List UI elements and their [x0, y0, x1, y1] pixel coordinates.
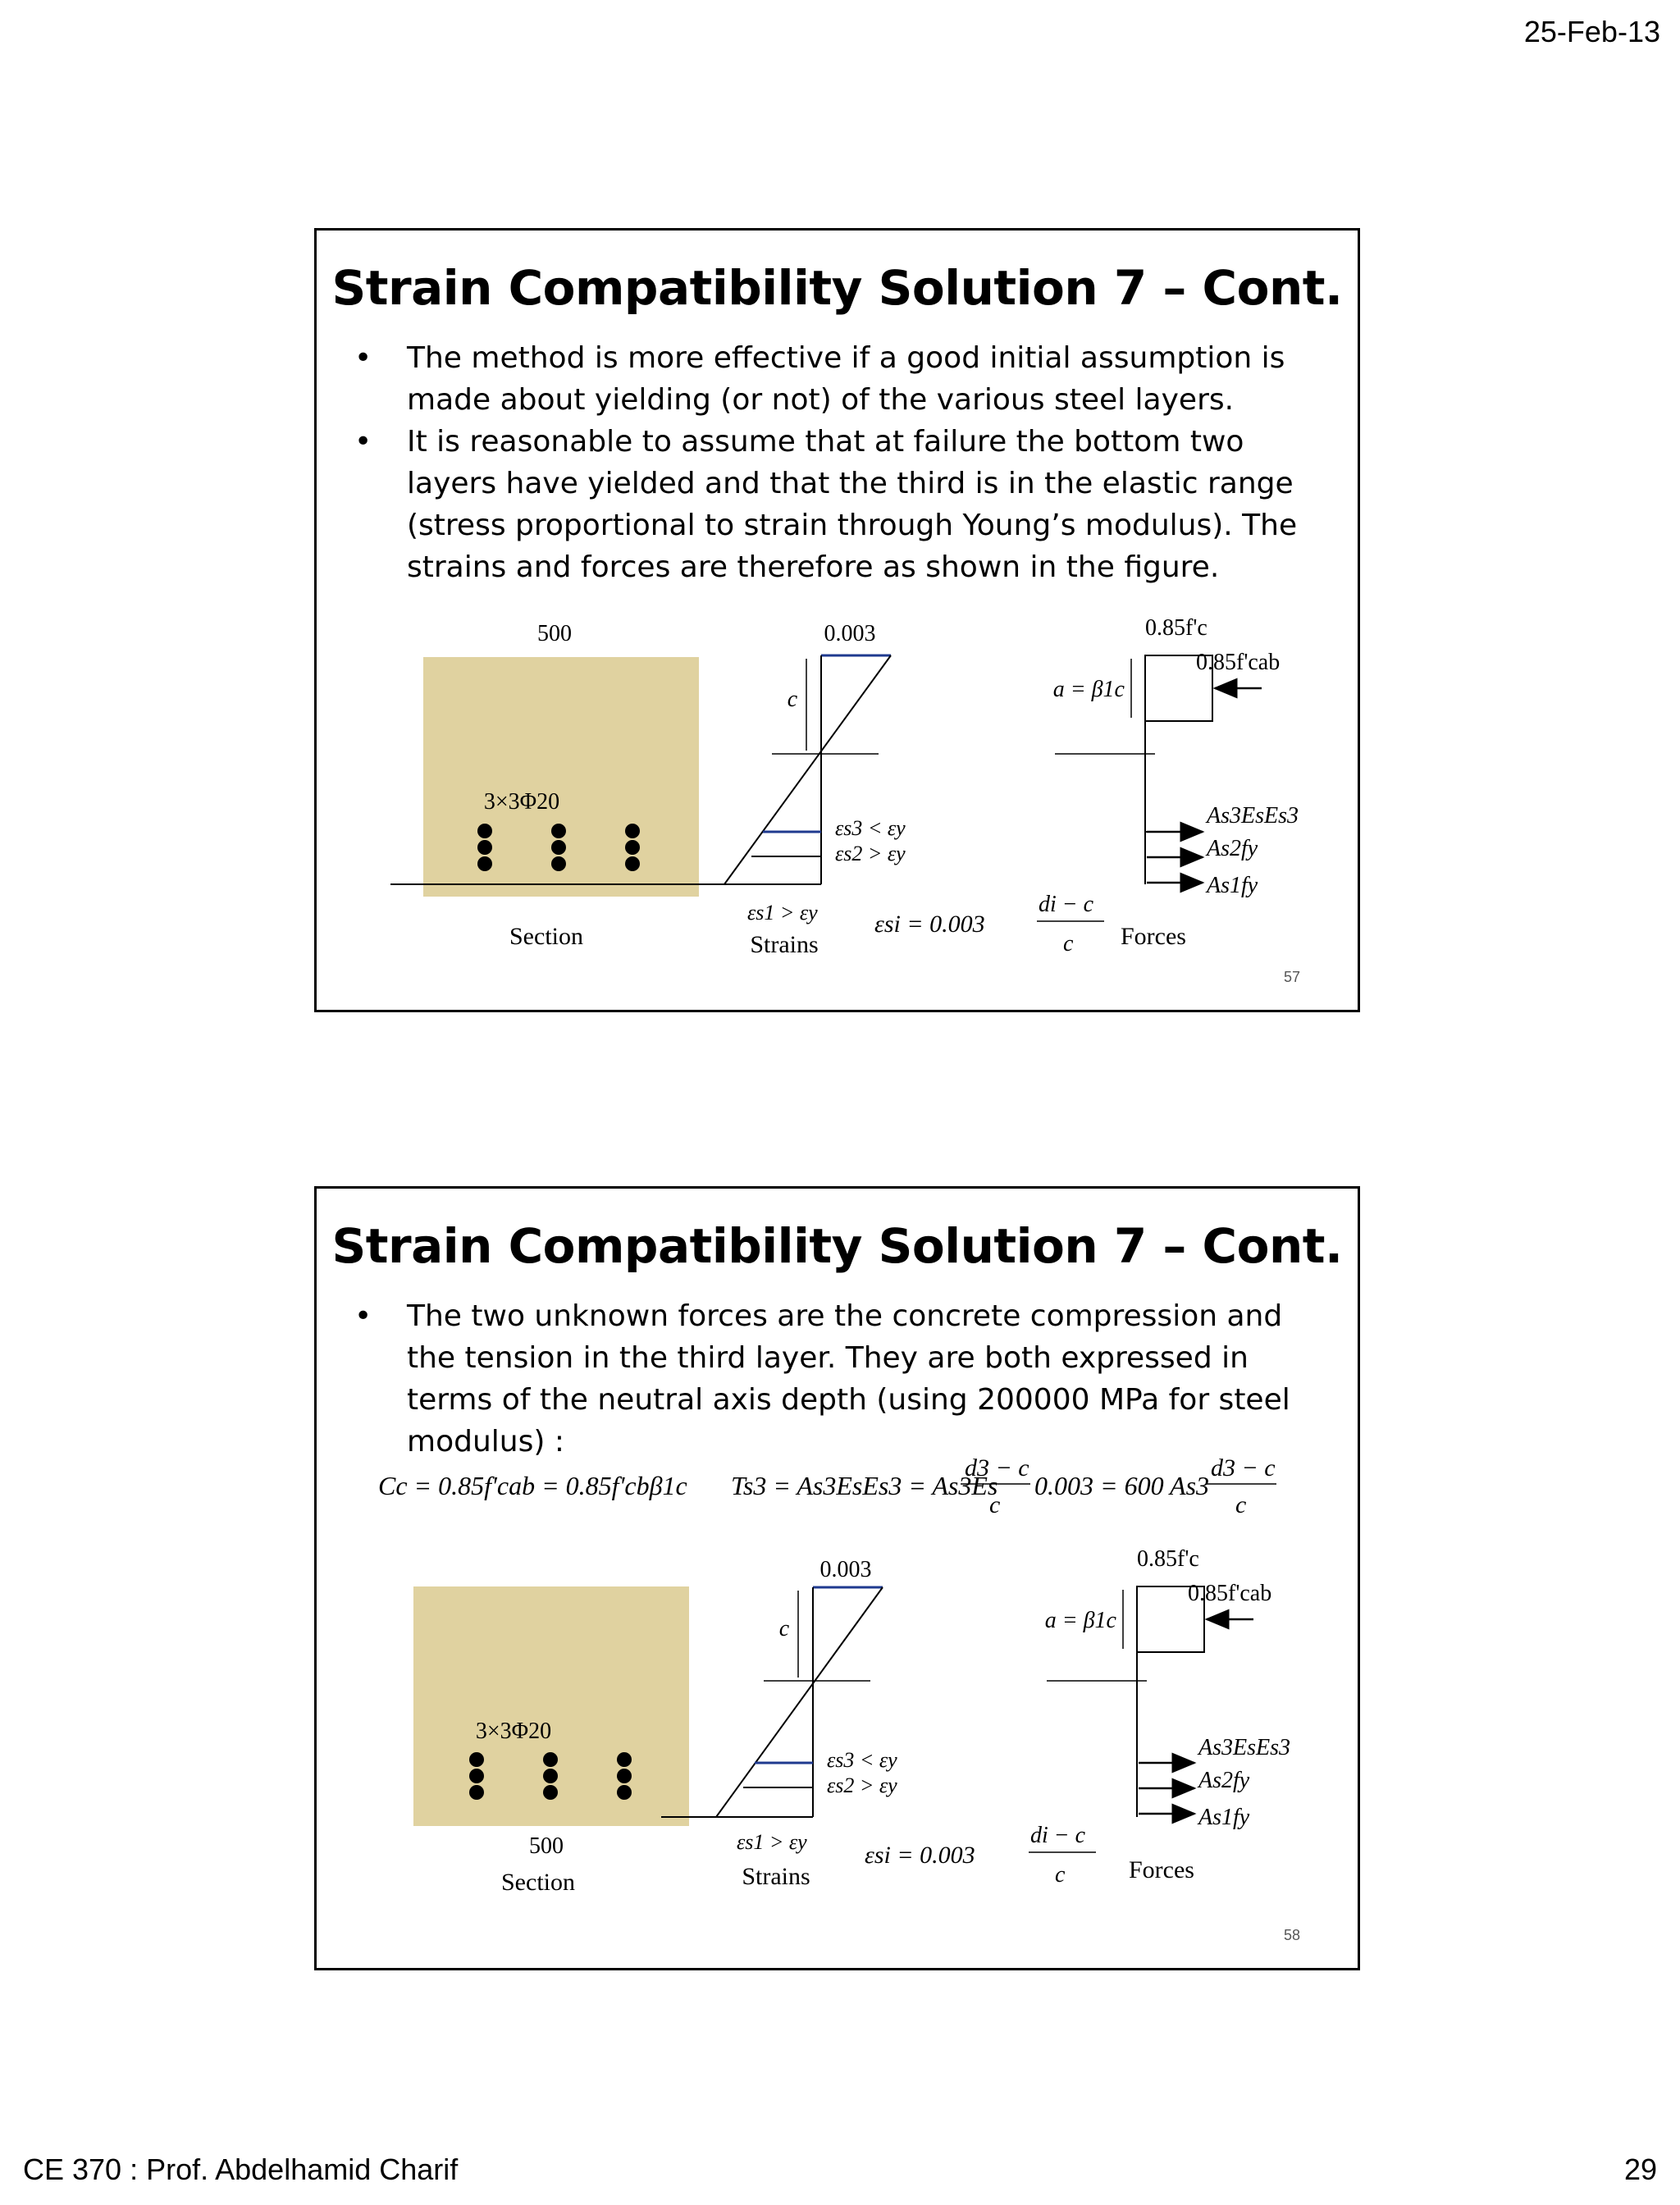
tension-eq-numerator-2: d3 − c	[1211, 1454, 1276, 1481]
bars-label: 3×3Φ20	[483, 789, 560, 815]
strains-caption: Strains	[750, 931, 819, 958]
strain-formula-lhs: εsi = 0.003	[874, 911, 985, 938]
strain-formula-denominator: c	[1063, 931, 1074, 956]
bullet-icon: •	[354, 341, 372, 375]
equations-and-figure	[317, 1189, 1358, 1968]
tension1-label: As1fy	[1198, 1805, 1250, 1830]
bars-label: 3×3Φ20	[475, 1719, 552, 1744]
section-caption: Section	[501, 1869, 575, 1896]
fc-label: 0.85f'c	[1145, 615, 1208, 641]
footer-course: CE 370 : Prof. Abdelhamid Charif	[23, 2152, 459, 2186]
tension3-label: As3EsEs3	[1198, 1735, 1290, 1760]
strain-top-label: 0.003	[824, 621, 876, 646]
slide-58	[314, 1186, 1360, 1970]
strain-formula-numerator: di − c	[1030, 1823, 1086, 1848]
tension1-label: As1fy	[1207, 873, 1258, 898]
section-width-label: 500	[537, 621, 572, 646]
slide-title: Strain Compatibility Solution 7 – Cont.	[331, 1218, 1343, 1274]
bullet-icon: •	[354, 1299, 372, 1333]
strain-formula-denominator: c	[1055, 1862, 1066, 1888]
slide-number: 58	[1283, 1927, 1300, 1943]
slide-57	[314, 228, 1360, 1012]
tension2-label: As2fy	[1198, 1768, 1250, 1793]
es3-label: εs3 < εy	[835, 816, 906, 840]
es3-label: εs3 < εy	[827, 1748, 897, 1772]
tension2-label: As2fy	[1207, 836, 1258, 861]
strain-compatibility-figure	[317, 231, 1358, 1010]
a-label: a = β1c	[1044, 1608, 1116, 1633]
tension3-label: As3EsEs3	[1207, 803, 1299, 829]
concrete-compression-equation: Cc = 0.85f'cab = 0.85f'cbβ1c	[378, 1471, 687, 1500]
tension-eq-denominator-1: c	[989, 1491, 1001, 1518]
strain-formula-lhs: εsi = 0.003	[865, 1842, 975, 1869]
section-width-label: 500	[529, 1833, 564, 1859]
forces-caption: Forces	[1121, 923, 1186, 950]
fc-label: 0.85f'c	[1137, 1546, 1199, 1572]
bullet-text: The method is more effective if a good initial assumption is made about yielding (or not) of the various steel layers.	[407, 341, 1285, 417]
tension-eq-denominator-2: c	[1235, 1491, 1247, 1518]
tension-equation-lhs: Ts3 = As3EsEs3 = As3Es	[731, 1471, 998, 1500]
forces-caption: Forces	[1129, 1856, 1194, 1883]
tension-eq-numerator-1: d3 − c	[965, 1454, 1029, 1481]
header-date: 25-Feb-13	[1523, 15, 1660, 48]
bullet-text: The two unknown forces are the concrete compression and the tension in the third layer. They are both expressed in terms of the neutral axis depth (using 200000 MPa for steel modulus) :	[407, 1299, 1290, 1459]
section-caption: Section	[509, 923, 583, 950]
c-label: c	[778, 1616, 790, 1641]
c-label: c	[787, 687, 798, 712]
a-label: a = β1c	[1052, 677, 1125, 702]
tension-eq-middle: 0.003 = 600 As3	[1034, 1471, 1210, 1500]
bullet-icon: •	[354, 425, 372, 459]
es1-label: εs1 > εy	[747, 901, 818, 924]
es2-label: εs2 > εy	[835, 842, 906, 865]
slide-title: Strain Compatibility Solution 7 – Cont.	[331, 260, 1343, 316]
bullet-text: It is reasonable to assume that at failure the bottom two layers have yielded and that the third is in the elastic range (stress proportional to strain through Young’s modulus). The strains and forces are therefore as shown in the figure.	[407, 425, 1298, 584]
footer-page-number: 29	[1623, 2152, 1657, 2186]
strain-top-label: 0.003	[819, 1557, 872, 1582]
compression-label: 0.85f'cab	[1188, 1581, 1272, 1606]
strain-formula-numerator: di − c	[1039, 892, 1094, 917]
es2-label: εs2 > εy	[827, 1774, 897, 1797]
slide-number: 57	[1283, 969, 1300, 985]
strains-caption: Strains	[742, 1863, 810, 1890]
compression-label: 0.85f'cab	[1196, 650, 1281, 675]
es1-label: εs1 > εy	[737, 1830, 807, 1854]
